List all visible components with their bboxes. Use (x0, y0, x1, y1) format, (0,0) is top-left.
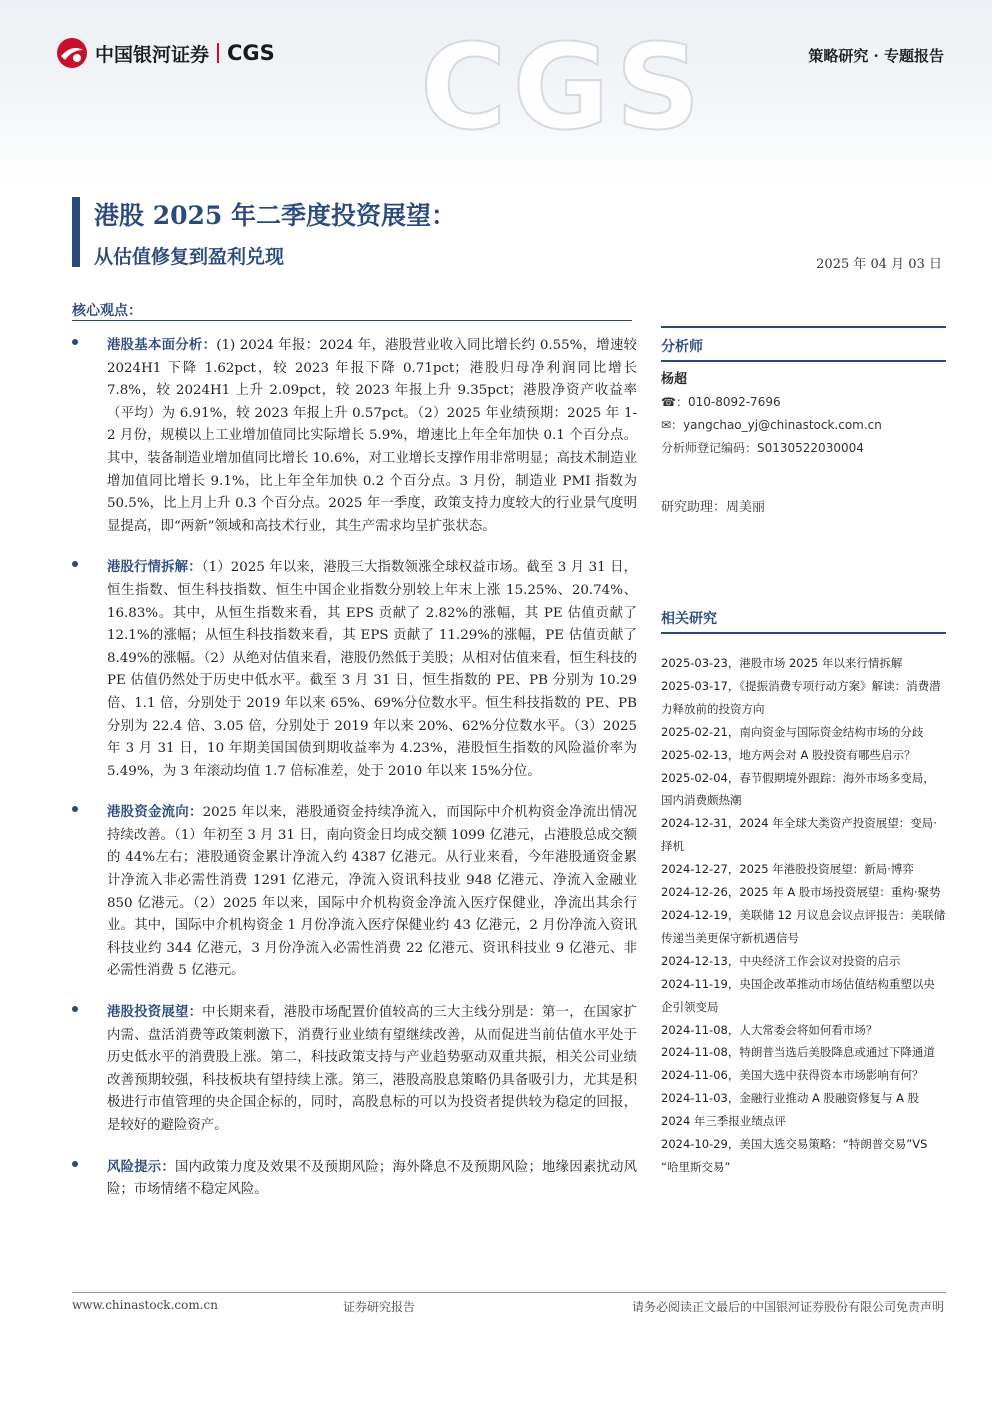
block-lead: 港股资金流向： (107, 804, 203, 821)
related-research-item[interactable]: 2025-03-17，《提振消费专项行动方案》解读：消费潜力释放前的投资方向 (661, 678, 941, 716)
related-research-list (661, 652, 946, 1179)
related-research-item[interactable]: 2024-12-19，美联储 12 月议息会议点评报告：美联储传递当美更保守新机遇信号 (661, 907, 946, 945)
logo-english-name: CGS (227, 41, 275, 65)
block-text: (1) 2024 年报：2024 年，港股营业收入同比增长约 0.55%，增速较 2024H1 下降 1.62pct，较 2023 年报下降 0.71pct；港股归母净利润同比增长 7.8%，较 2024H1 上升 2.09pct，较 2023 年报上升 9.35pct；港股净资产收益率（平均）为 6.91%，较 2023 年报上升 0.57pct。（2）2025 年业绩预期：2025 年 1-2 月份，规模以上工业增加值同比实际增长 5.9%，增速比上年全年加快 0.1 个百分点。其中，装备制造业增加值同比增长 10.6%，对工业增长支撑作用非常明显；高技术制造业增加值同比增长 9.1%，比上年全年加快 0.2 个百分点。3 月份，制造业 PMI 指数为 50.5%，比上月上升 0.3 个百分点。2025 年一季度，政策支持力度较大的行业景气度明显提高，即“两新”领域和高技术行业，其生产需求均呈扩张状态。 (107, 338, 637, 534)
investment-outlook-block (72, 1001, 637, 1138)
fundamental-analysis-block (72, 334, 637, 538)
email-icon: ✉： (661, 418, 684, 432)
block-paragraph (107, 1156, 637, 1202)
related-research-item[interactable]: 2024-12-26，2025 年 A 股市场投资展望：重构·聚势 (661, 885, 941, 900)
related-research-item[interactable]: 2024-12-27，2025 年港股投资展望：新局·博弈 (661, 862, 914, 877)
report-title: 港股 2025 年二季度投资展望： (94, 201, 456, 230)
block-paragraph (107, 556, 637, 783)
report-subtitle: 从估值修复到盈利兑现 (94, 246, 285, 268)
cgs-watermark: CGS (420, 18, 707, 156)
title-accent-bar (72, 197, 80, 267)
analyst-email[interactable]: ✉：yangchao_yj@chinastock.com.cn (661, 418, 882, 432)
market-breakdown-block (72, 556, 637, 783)
related-research-item[interactable]: 2024-12-13，中央经济工作会议对投资的启示 (661, 953, 901, 968)
report-type: 策略研究 · 专题报告 (808, 47, 944, 65)
related-research-item[interactable]: 2025-02-21，南向资金与国际资金结构市场的分歧 (661, 724, 924, 739)
research-assistant: 研究助理：周美丽 (661, 500, 766, 515)
analyst-license: 分析师登记编码：S0130522030004 (661, 441, 864, 455)
risk-warning-block (72, 1156, 637, 1202)
related-research-item[interactable]: 2024-11-03，金融行业推动 A 股融资修复与 A 股 2024 年三季报业绩点评 (661, 1091, 920, 1129)
block-text: 2025 年以来，港股通资金持续净流入，而国际中介机构资金净流出情况持续改善。（1）年初至 3 月 31 日，南向资金日均成交额 1099 亿港元，占港股总成交额的 44%左右；港股通资金累计净流入约 4387 亿港元。从行业来看，今年港股通资金累计净流入非必需性消费 1291 亿港元，净流入资讯科技业 948 亿港元、净流入金融业 850 亿港元。（2）2025 年以来，国际中介机构资金净流入医疗保健业，净流出其余行业。其中，国际中介机构资金 1 月份净流入医疗保健业约 43 亿港元，2 月份净流入资讯科技业约 344 亿港元，3 月份净流入必需性消费 22 亿港元、资讯科技业 9 亿港元、非必需性消费 5 亿港元。 (107, 805, 637, 979)
footer-disclaimer: 请务必阅读正文最后的中国银河证券股份有限公司免责声明 (631, 1300, 944, 1314)
analyst-heading: 分析师 (661, 336, 946, 362)
footer-divider (72, 1292, 946, 1293)
related-research-heading: 相关研究 (661, 608, 946, 634)
block-paragraph (107, 334, 637, 538)
phone-icon: ☎： (661, 395, 688, 409)
bullet-icon (72, 561, 78, 567)
logo-chinese-name: 中国银河证券 (95, 43, 210, 66)
block-text: 中长期来看，港股市场配置价值较高的三大主线分别是：第一，在国家扩内需、盘活消费等政策刺激下，消费行业业绩有望继续改善，从而促进当前估值水平处于历史低水平的消费股上涨。第二，科技政策支持与产业趋势驱动双重共振，相关公司业绩改善预期较强，科技板块有望持续上涨。第三，港股高股息策略仍具备吸引力，尤其是积极进行市值管理的央企国企标的，同时，高股息标的可以为投资者提供较为稳定的回报，是较好的避险资产。 (107, 1005, 638, 1133)
company-logo (55, 36, 275, 70)
related-research-panel (661, 608, 946, 1179)
analyst-top-rule (661, 326, 946, 328)
footer-website[interactable]: www.chinastock.com.cn (72, 1298, 218, 1312)
related-research-item[interactable]: 2024-11-19，央国企改革推动市场估值结构重塑以央企引领变局 (661, 976, 935, 1014)
block-lead: 港股行情拆解： (107, 559, 202, 576)
fund-flow-block (72, 801, 637, 983)
core-views-body (72, 334, 637, 1220)
block-text: （1）2025 年以来，港股三大指数领涨全球权益市场。截至 3 月 31 日，恒生指数、恒生科技指数、恒生中国企业指数分别较上年末上涨 15.25%、20.74%、16.83%。其中，从恒生指数来看，其 EPS 贡献了 2.82%的涨幅，其 PE 估值贡献了 12.1%的涨幅；从恒生科技指数来看，其 EPS 贡献了 11.29%的涨幅，PE 估值贡献了 8.49%的涨幅。（2）从绝对估值来看，港股仍然低于美股；从相对估值来看，恒生科技的 PE 估值仍然处于历史中低水平。截至 3 月 31 日，恒生指数的 PE、PB 分别为 10.29 倍、1.1 倍，分别处于 2019 年以来 65%、69%分位数水平。恒生科技指数的 PE、PB 分别为 22.4 倍、3.05 倍，分别处于 2019 年以来 20%、62%分位数水平。（3）2025 年 3 月 31 日，10 年期美国国债到期收益率为 4.23%，港股恒生指数的风险溢价率为 5.49%，为 3 年滚动均值 1.7 倍标准差，处于 2010 年以来 15%分位。 (107, 560, 637, 779)
bullet-icon (72, 339, 78, 345)
block-lead: 港股投资展望： (107, 1004, 203, 1021)
analyst-panel (661, 336, 946, 519)
related-research-item[interactable]: 2024-11-08，特朗普当选后美股降息或通过下降通道 (661, 1045, 935, 1060)
block-text: 国内政策力度及效果不及预期风险；海外降息不及预期风险；地缘因素扰动风险；市场情绪不稳定风险。 (107, 1159, 638, 1198)
logo-mark-icon (55, 36, 89, 70)
related-research-item[interactable]: 2025-03-23，港股市场 2025 年以来行情拆解 (661, 656, 903, 670)
analyst-name: 杨超 (661, 372, 688, 387)
related-research-item[interactable]: 2024-11-08，人大常委会将如何看市场？ (661, 1022, 878, 1037)
core-divider (72, 320, 632, 321)
block-paragraph (107, 801, 637, 983)
related-research-item[interactable]: 2024-12-31，2024 年全球大类资产投资展望：变局·择机 (661, 816, 937, 854)
block-lead: 风险提示： (107, 1158, 175, 1175)
related-research-item[interactable]: 2024-11-06，美国大选中获得资本市场影响有何？ (661, 1068, 924, 1083)
report-date: 2025 年 04 月 03 日 (816, 257, 942, 272)
bullet-icon (72, 1006, 78, 1012)
analyst-phone: ☎：010-8092-7696 (661, 395, 781, 409)
related-research-item[interactable]: 2024-10-29，美国大选交易策略：“特朗普交易”VS “哈里斯交易” (661, 1137, 928, 1174)
core-views-heading: 核心观点： (72, 303, 142, 319)
related-research-item[interactable]: 2025-02-13，地方两会对 A 股投资有哪些启示？ (661, 747, 916, 762)
logo-divider (217, 43, 219, 63)
block-paragraph (107, 1001, 637, 1138)
bullet-icon (72, 806, 78, 812)
block-lead: 港股基本面分析： (107, 337, 217, 353)
footer-center-label: 证券研究报告 (343, 1300, 416, 1314)
bullet-icon (72, 1161, 78, 1167)
related-research-item[interactable]: 2025-02-04，春节假期境外跟踪：海外市场多变局，国内消费颇热潮 (661, 770, 935, 808)
